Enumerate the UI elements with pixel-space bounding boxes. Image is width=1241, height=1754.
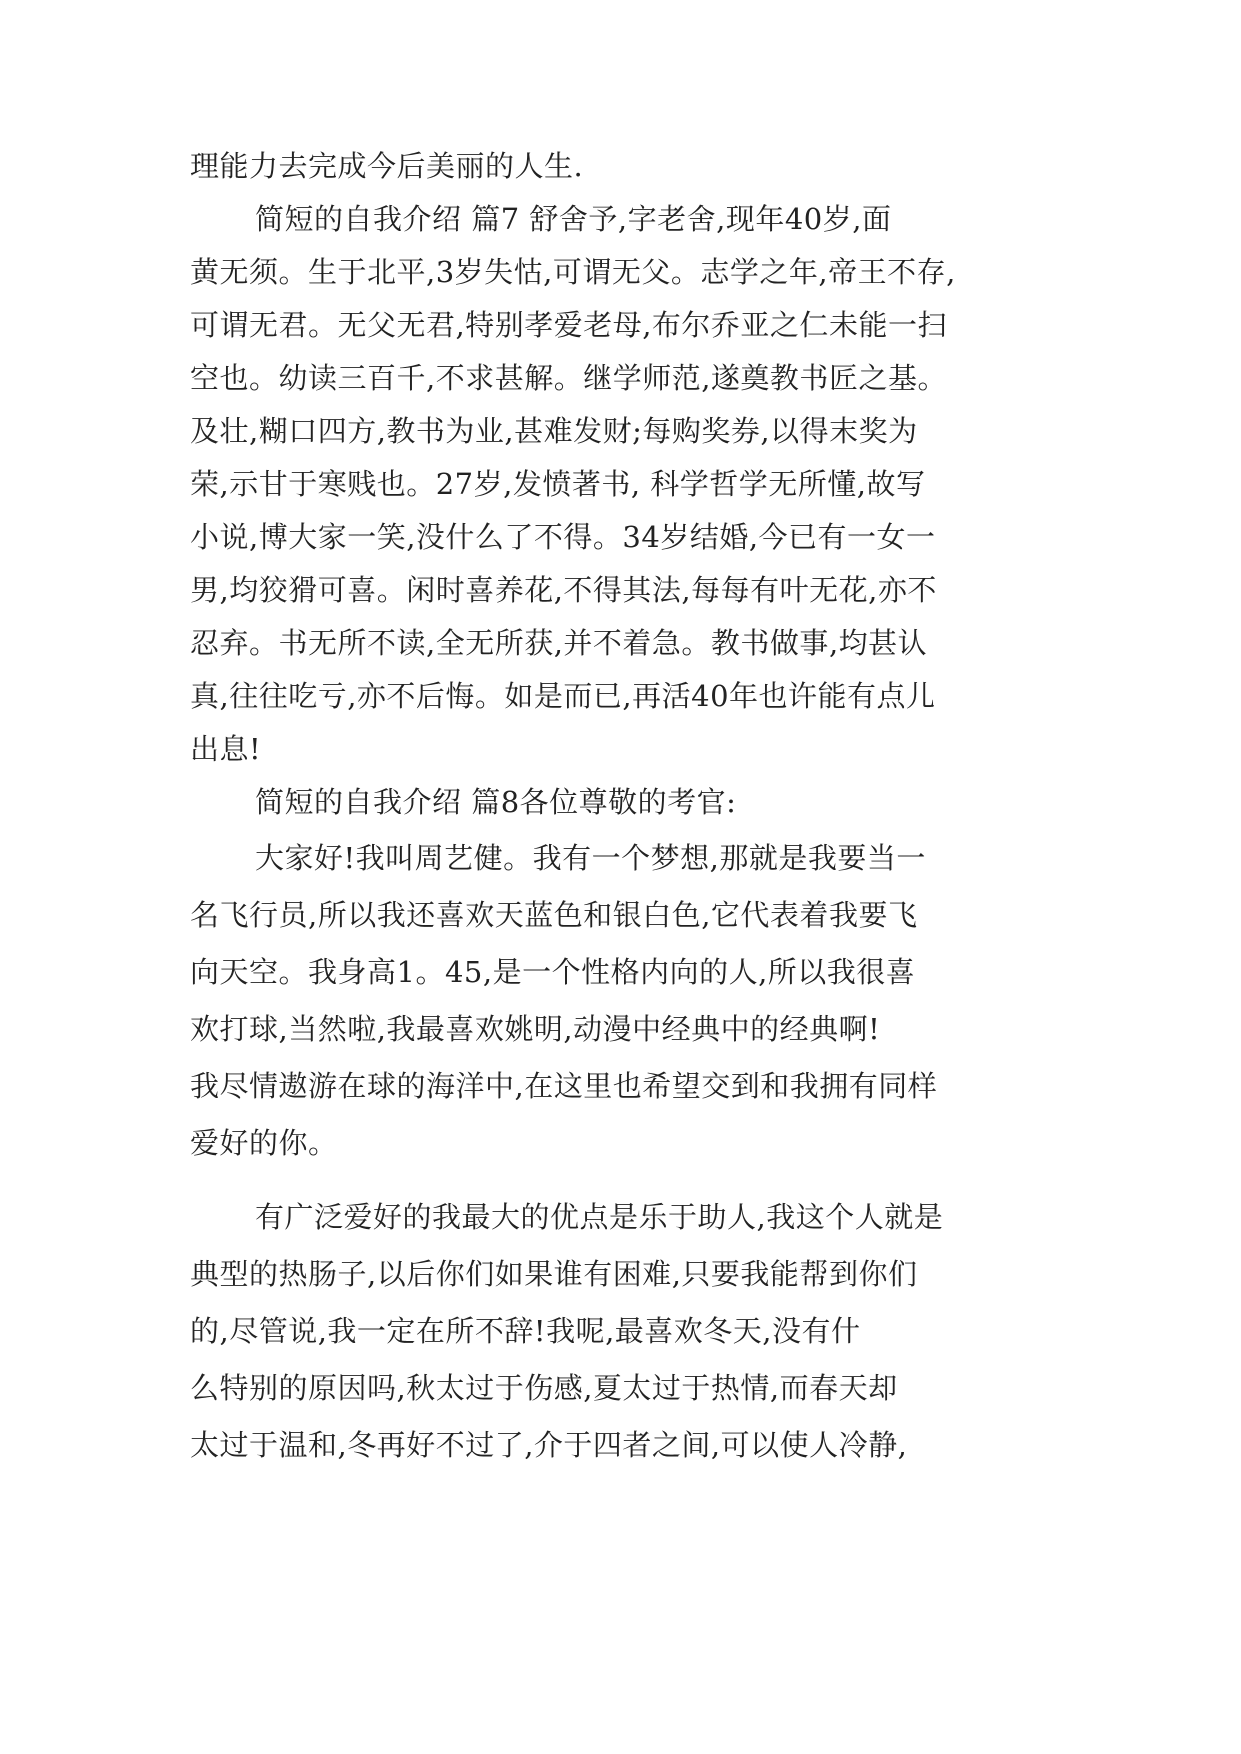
text-line: 欢打球,当然啦,我最喜欢姚明,动漫中经典中的经典啊! [190, 1012, 881, 1046]
text-line: 名飞行员,所以我还喜欢天蓝色和银白色,它代表着我要飞 [190, 898, 918, 932]
text-line: 有广泛爱好的我最大的优点是乐于助人,我这个人就是 [255, 1200, 944, 1234]
text-line: 荣,示甘于寒贱也。27岁,发愤著书, 科学哲学无所懂,故写 [190, 467, 926, 501]
text-line: 空也。幼读三百千,不求甚解。继学师范,遂奠教书匠之基。 [190, 361, 947, 395]
text-line: 爱好的你。 [190, 1126, 338, 1160]
text-line: 男,均狡猾可喜。闲时喜养花,不得其法,每每有叶无花,亦不 [190, 573, 937, 607]
text-line: 大家好!我叫周艺健。我有一个梦想,那就是我要当一 [255, 841, 926, 875]
text-line: 黄无须。生于北平,3岁失怙,可谓无父。志学之年,帝王不存, [190, 255, 956, 289]
text-line: 我尽情遨游在球的海洋中,在这里也希望交到和我拥有同样 [190, 1069, 938, 1103]
text-line: 太过于温和,冬再好不过了,介于四者之间,可以使人冷静, [190, 1428, 908, 1462]
section-heading: 简短的自我介绍 篇8各位尊敬的考官: [255, 785, 737, 819]
text-line: 简短的自我介绍 篇7 舒舍予,字老舍,现年40岁,面 [255, 202, 892, 236]
text-line: 理能力去完成今后美丽的人生. [190, 149, 584, 183]
text-line: 出息! [190, 732, 262, 766]
text-line: 向天空。我身高1。45,是一个性格内向的人,所以我很喜 [190, 955, 916, 989]
text-line: 小说,博大家一笑,没什么了不得。34岁结婚,今已有一女一 [190, 520, 936, 554]
text-line: 么特别的原因吗,秋太过于伤感,夏太过于热情,而春天却 [190, 1371, 898, 1405]
text-line: 忍弃。书无所不读,全无所获,并不着急。教书做事,均甚认 [190, 626, 928, 660]
text-line: 真,往往吃亏,亦不后悔。如是而已,再活40年也许能有点儿 [190, 679, 936, 713]
text-line: 可谓无君。无父无君,特别孝爱老母,布尔乔亚之仁未能一扫 [190, 308, 947, 342]
text-line: 典型的热肠子,以后你们如果谁有困难,只要我能帮到你们 [190, 1257, 918, 1291]
text-line: 的,尽管说,我一定在所不辞!我呢,最喜欢冬天,没有什 [190, 1314, 861, 1348]
text-line: 及壮,糊口四方,教书为业,甚难发财;每购奖券,以得末奖为 [190, 414, 918, 448]
